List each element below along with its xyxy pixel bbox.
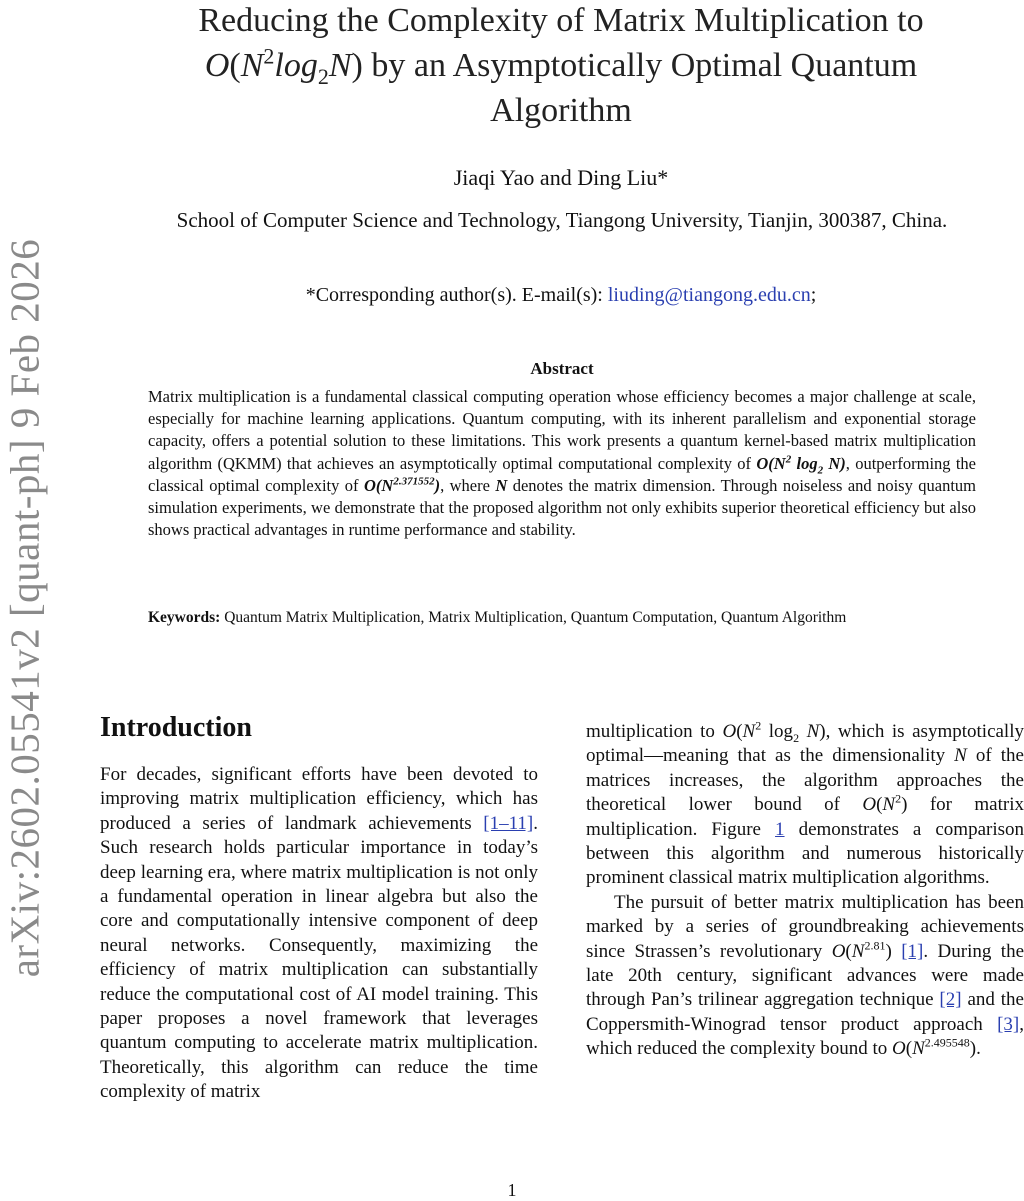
math-log: log: [761, 721, 794, 742]
introduction-right-column: [586, 720, 1024, 1062]
math-paren-close: ): [901, 794, 908, 816]
intro-right-text-2: , which is asymptotically optimal—meaning that as the dimensionality: [586, 721, 1024, 767]
intro-right-text-4: for matrix multiplication. Figure: [586, 794, 1024, 840]
intro-paragraph-1: [100, 763, 538, 1105]
keywords-text: Quantum Matrix Multiplication, Matrix Multiplication, Quantum Computation, Quantum Algorithm: [220, 609, 847, 626]
intro-paragraph-2: [586, 891, 1024, 1062]
page-number: 1: [507, 1180, 517, 1200]
math-n: N: [912, 1038, 925, 1060]
math-exp: 2.81: [864, 938, 886, 953]
citation-link[interactable]: [2]: [939, 989, 962, 1011]
abstract-math1-a: O(N: [756, 453, 786, 473]
paper-title: [130, 0, 992, 133]
math-o: O: [831, 940, 846, 962]
title-math-exp: 2: [263, 43, 275, 69]
math-exp: 2: [895, 791, 902, 806]
math-paren: (: [876, 794, 883, 816]
abstract-math-n: N: [495, 475, 508, 495]
math-n: N: [954, 745, 967, 767]
math-n: N: [806, 721, 820, 742]
abstract-math1-b: log: [791, 453, 818, 473]
abstract-text-3: , where: [440, 475, 496, 495]
abstract-math1-sub: 2: [817, 463, 824, 476]
intro-right-text-3: of the matrices increases, the algorithm approaches the theoretical lower bound of: [586, 745, 1024, 816]
math-space: [799, 721, 807, 742]
abstract-math-classical: [364, 476, 440, 495]
abstract-body: [148, 386, 976, 541]
affiliation: School of Computer Science and Technology, Tiangong University, Tianjin, 300387, China.: [176, 208, 948, 232]
math-paren: (: [905, 1038, 913, 1060]
abstract-text-1: Matrix multiplication is a fundamental classical computing operation whose efficiency becomes a major challenge at scale, especially for machine learning applications. Quantum computing, with its inherent parallelism and exponential storage capacity, offers a potential solution to these limitations. This work presents a quantum kernel-based matrix multiplication algorithm (QKMM) that achieves an asymptotically optimal computational complexity of: [148, 387, 976, 473]
intro-p2-text-3: . During the late 20th century, significant advances were made through Pan’s trilinear aggregation technique: [586, 940, 1024, 1011]
abstract-math-complexity: [756, 453, 846, 476]
math-n: N: [742, 721, 756, 742]
introduction-left-column: [100, 763, 538, 1105]
intro-p2-text-1: The pursuit of better matrix multiplication has been marked by a series of groundbreaking achievements since Strassen’s revolutionary: [586, 891, 1024, 962]
title-line-3: Algorithm: [490, 92, 632, 129]
math-paren-close: ): [819, 721, 826, 742]
arxiv-identifier-text: arXiv:2602.05541v2 [quant-ph] 9 Feb 2026: [1, 238, 48, 978]
math-paren-close: ): [969, 1038, 977, 1060]
intro-p2-space: [892, 941, 901, 962]
intro-left-text-2: . Such research holds particular importance in today’s deep learning era, where matrix multiplication is not only a fundamental operation in linear algebra but also the core and computationally intensive component of deep neural networks. Consequently, maximizing the efficiency of matrix multiplication can substantially reduce the computational cost of AI model training. This paper proposes a novel framework that leverages quantum computing to accelerate matrix multiplication. Theoretically, this algorithm can reduce the time complexity of matrix: [100, 812, 538, 1103]
math-n: N: [882, 794, 896, 816]
math-sub: 2: [793, 730, 800, 745]
abstract-math2-a: O(N: [363, 475, 394, 495]
title-math-paren: (: [229, 47, 241, 84]
intro-right-text-5: demonstrates a comparison between this algorithm and numerous historically prominent classical matrix multiplication algorithms.: [586, 818, 1024, 889]
authors: Jiaqi Yao and Ding Liu*: [453, 165, 669, 190]
abstract-math2-exp: 2.371552: [393, 475, 435, 488]
corresponding-prefix: *Corresponding author(s). E-mail(s):: [305, 284, 608, 306]
math-exp: 2: [755, 718, 762, 733]
title-math-n2: N: [328, 47, 352, 84]
math-paren: (: [736, 721, 743, 742]
abstract-math1-exp: 2: [785, 453, 792, 466]
abstract-text-4: denotes the matrix dimension. Through noiseless and noisy quantum simulation experiments, we demonstrate that the proposed algorithm not only exhibits superior theoretical efficiency but also shows practical advantages in runtime performance and stability.: [148, 475, 977, 540]
email-link[interactable]: liuding@tiangong.edu.cn: [607, 284, 811, 306]
title-math-log: log: [274, 47, 318, 84]
intro-paragraph-1-cont: [586, 720, 1024, 891]
abstract-text-2: , outperforming the classical optimal complexity of: [148, 453, 976, 495]
math-o: O: [892, 1038, 906, 1060]
citation-link[interactable]: [1–11]: [483, 812, 534, 834]
title-line-2: by an Asymptotically Optimal Quantum: [362, 47, 918, 84]
intro-right-text-1: multiplication to: [586, 721, 723, 742]
title-math-paren-close: ): [351, 47, 363, 84]
arxiv-identifier-stamp: [0, 232, 48, 984]
abstract-heading: Abstract: [530, 359, 594, 378]
citation-link[interactable]: [3]: [997, 1013, 1020, 1035]
intro-p2-text-5: , which reduced the complexity bound to: [586, 1013, 1024, 1060]
abstract-math1-c: N): [823, 453, 846, 473]
abstract-math2-b: ): [434, 475, 441, 495]
section-heading-introduction: Introduction: [100, 712, 252, 743]
title-math-sub: 2: [317, 63, 329, 89]
math-paren-close: ): [885, 940, 892, 962]
keywords: [148, 608, 976, 628]
math-o: O: [722, 721, 737, 742]
keywords-label: Keywords:: [148, 609, 221, 626]
intro-p2-period: .: [976, 1038, 981, 1060]
title-math-o: O: [204, 47, 230, 84]
math-exp: 2.495548: [924, 1035, 970, 1050]
corresponding-author: [130, 284, 992, 307]
math-paren: (: [845, 940, 852, 962]
math-n: N: [851, 940, 865, 962]
citation-link[interactable]: [1]: [901, 940, 924, 962]
title-line-1: Reducing the Complexity of Matrix Multiplication to: [198, 2, 924, 39]
corresponding-suffix: ;: [810, 284, 817, 306]
title-math-n: N: [240, 47, 264, 84]
figure-link[interactable]: 1: [775, 818, 785, 840]
intro-p2-text-4: and the Coppersmith-Winograd tensor product approach: [586, 989, 1024, 1035]
intro-left-text-1: For decades, significant efforts have been devoted to improving matrix multiplication efficiency, which has produced a series of landmark achievements: [100, 764, 538, 834]
math-o: O: [862, 794, 877, 816]
